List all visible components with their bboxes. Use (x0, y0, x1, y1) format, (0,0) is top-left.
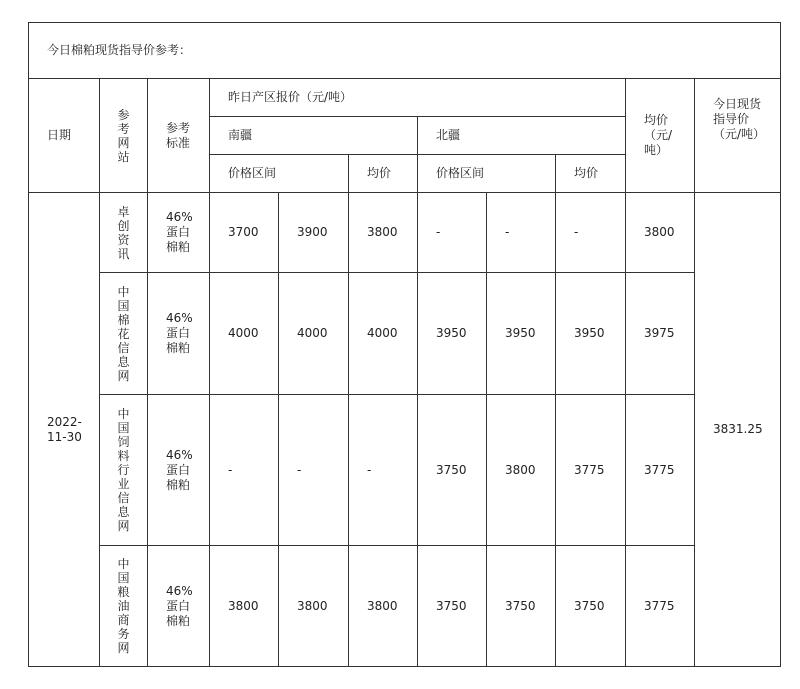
north-high: 3750 (487, 546, 556, 667)
standard-cell: 46%蛋白棉粕 (148, 273, 210, 395)
north-avg: - (556, 193, 626, 273)
site-cell: 卓创资讯 (100, 193, 148, 273)
site-cell: 中国饲料行业信息网 (100, 395, 148, 546)
north-low: - (418, 193, 487, 273)
table-row (29, 193, 781, 273)
table-row (29, 273, 781, 395)
north-high: - (487, 193, 556, 273)
north-high: 3800 (487, 395, 556, 546)
standard-cell: 46%蛋白棉粕 (148, 193, 210, 273)
title-row (29, 23, 781, 79)
header-north: 北疆 (418, 117, 626, 155)
standard-cell: 46%蛋白棉粕 (148, 546, 210, 667)
north-low: 3950 (418, 273, 487, 395)
price-table (28, 22, 781, 667)
header-row-1 (29, 79, 781, 117)
north-avg: 3775 (556, 395, 626, 546)
header-south-range: 价格区间 (210, 155, 349, 193)
south-avg: 3800 (349, 193, 418, 273)
south-high: 4000 (279, 273, 349, 395)
south-avg: 3800 (349, 546, 418, 667)
south-low: 3800 (210, 546, 279, 667)
header-north-avg: 均价 (556, 155, 626, 193)
header-site: 参考网站 (100, 79, 148, 193)
row-avg: 3775 (626, 395, 695, 546)
header-south-avg: 均价 (349, 155, 418, 193)
header-north-range: 价格区间 (418, 155, 556, 193)
south-avg: - (349, 395, 418, 546)
site-cell: 中国粮油商务网 (100, 546, 148, 667)
header-today-guide: 今日现货指导价（元/吨） (695, 79, 781, 193)
standard-cell: 46%蛋白棉粕 (148, 395, 210, 546)
today-guide-value: 3831.25 (695, 193, 781, 667)
header-south: 南疆 (210, 117, 418, 155)
site-cell: 中国棉花信息网 (100, 273, 148, 395)
table-title: 今日棉粕现货指导价参考： (29, 23, 781, 79)
south-avg: 4000 (349, 273, 418, 395)
header-overall-avg: 均价（元/吨） (626, 79, 695, 193)
row-avg: 3775 (626, 546, 695, 667)
date-cell: 2022-11-30 (29, 193, 100, 667)
north-avg: 3950 (556, 273, 626, 395)
header-standard: 参考标准 (148, 79, 210, 193)
table-row (29, 546, 781, 667)
header-yesterday: 昨日产区报价（元/吨） (210, 79, 626, 117)
south-low: - (210, 395, 279, 546)
south-high: 3900 (279, 193, 349, 273)
north-high: 3950 (487, 273, 556, 395)
south-low: 4000 (210, 273, 279, 395)
north-avg: 3750 (556, 546, 626, 667)
row-avg: 3975 (626, 273, 695, 395)
table-row (29, 395, 781, 546)
south-low: 3700 (210, 193, 279, 273)
south-high: - (279, 395, 349, 546)
north-low: 3750 (418, 395, 487, 546)
row-avg: 3800 (626, 193, 695, 273)
north-low: 3750 (418, 546, 487, 667)
south-high: 3800 (279, 546, 349, 667)
header-date: 日期 (29, 79, 100, 193)
